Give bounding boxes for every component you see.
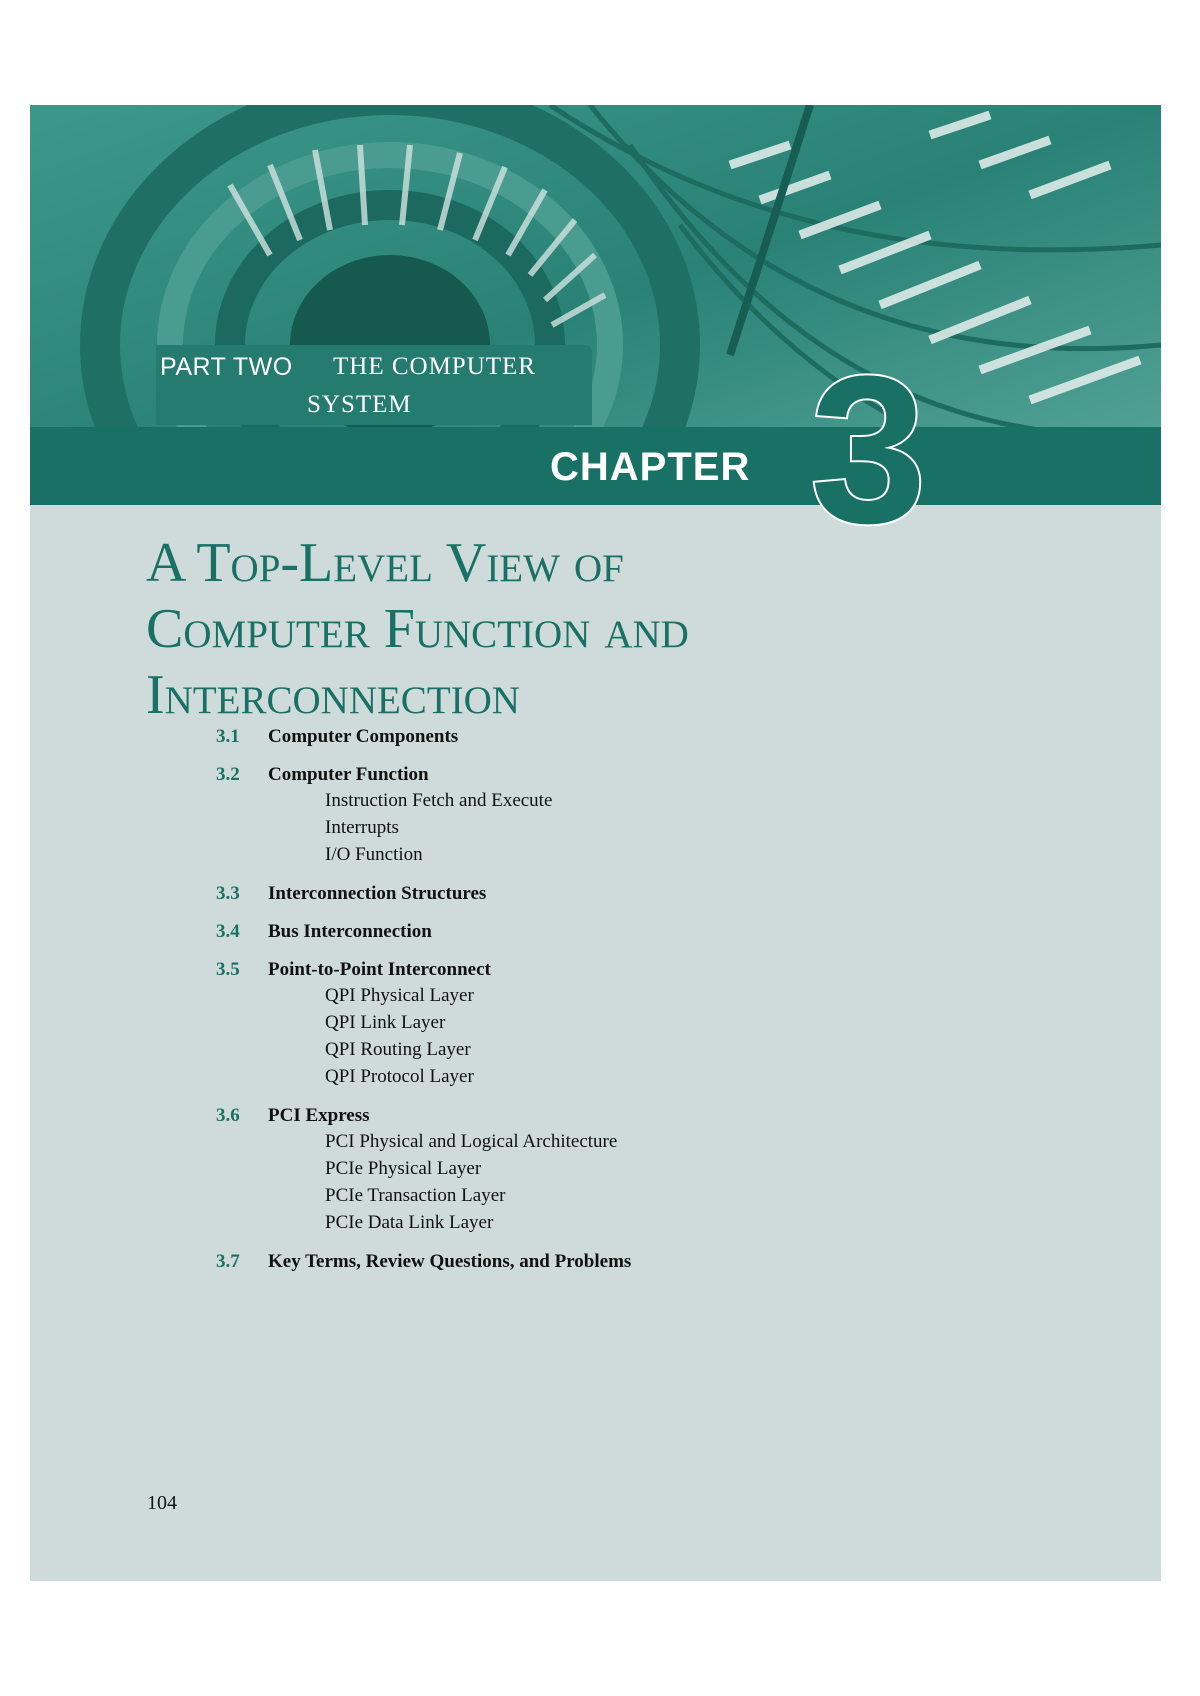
toc-subsection[interactable]: PCIe Data Link Layer [325, 1212, 494, 1233]
part-title-line2: SYSTEM [307, 391, 412, 418]
toc-subsection[interactable]: Interrupts [325, 817, 399, 838]
part-label: PART TWO [160, 353, 293, 381]
book-page [30, 105, 1161, 1581]
toc-section [216, 763, 1016, 868]
part-title-line1: THE COMPUTER [333, 353, 536, 380]
table-of-contents [216, 725, 1016, 1288]
toc-section [216, 1250, 1016, 1274]
toc-entry[interactable] [216, 958, 1016, 982]
chapter-number: 3 [810, 332, 927, 567]
toc-section-heading: Computer Components [268, 726, 459, 747]
chapter-title-line1: A Top-Level View of [146, 532, 624, 594]
toc-entry[interactable] [216, 763, 1016, 787]
toc-section-number: 3.6 [216, 1105, 240, 1126]
toc-section [216, 725, 1016, 749]
toc-section-heading: Key Terms, Review Questions, and Problems [268, 1251, 632, 1272]
toc-section-heading: Bus Interconnection [268, 921, 432, 942]
toc-entry[interactable] [216, 1250, 1016, 1274]
chapter-title-line2: Computer Function and [146, 598, 689, 660]
chapter-title [146, 530, 1046, 728]
toc-section-heading: Point-to-Point Interconnect [268, 959, 491, 980]
toc-section-heading: PCI Express [268, 1105, 370, 1126]
toc-subsection[interactable]: QPI Protocol Layer [325, 1066, 474, 1087]
toc-section [216, 958, 1016, 1090]
toc-entry[interactable] [216, 1104, 1016, 1128]
toc-entry[interactable] [216, 882, 1016, 906]
toc-subsection[interactable]: PCIe Physical Layer [325, 1158, 482, 1179]
toc-entry[interactable] [216, 725, 1016, 749]
chapter-title-line3: Interconnection [146, 664, 520, 726]
toc-section-number: 3.3 [216, 883, 240, 904]
toc-section-heading: Interconnection Structures [268, 883, 487, 904]
toc-subsection[interactable]: PCIe Transaction Layer [325, 1185, 506, 1206]
toc-subsection[interactable]: I/O Function [325, 844, 423, 865]
toc-subsection[interactable]: QPI Link Layer [325, 1012, 446, 1033]
toc-section-number: 3.5 [216, 959, 240, 980]
toc-section-number: 3.4 [216, 921, 240, 942]
toc-section-number: 3.1 [216, 726, 240, 747]
toc-subsection[interactable]: QPI Routing Layer [325, 1039, 471, 1060]
toc-section-number: 3.7 [216, 1251, 240, 1272]
toc-section-heading: Computer Function [268, 764, 429, 785]
toc-entry[interactable] [216, 920, 1016, 944]
toc-subsection[interactable]: PCI Physical and Logical Architecture [325, 1131, 618, 1152]
toc-section [216, 920, 1016, 944]
toc-section-number: 3.2 [216, 764, 240, 785]
page-number: 104 [147, 1492, 177, 1514]
toc-section [216, 882, 1016, 906]
toc-subsection[interactable]: Instruction Fetch and Execute [325, 790, 553, 811]
toc-section [216, 1104, 1016, 1236]
toc-subsection[interactable]: QPI Physical Layer [325, 985, 474, 1006]
chapter-word: CHAPTER [550, 445, 751, 489]
